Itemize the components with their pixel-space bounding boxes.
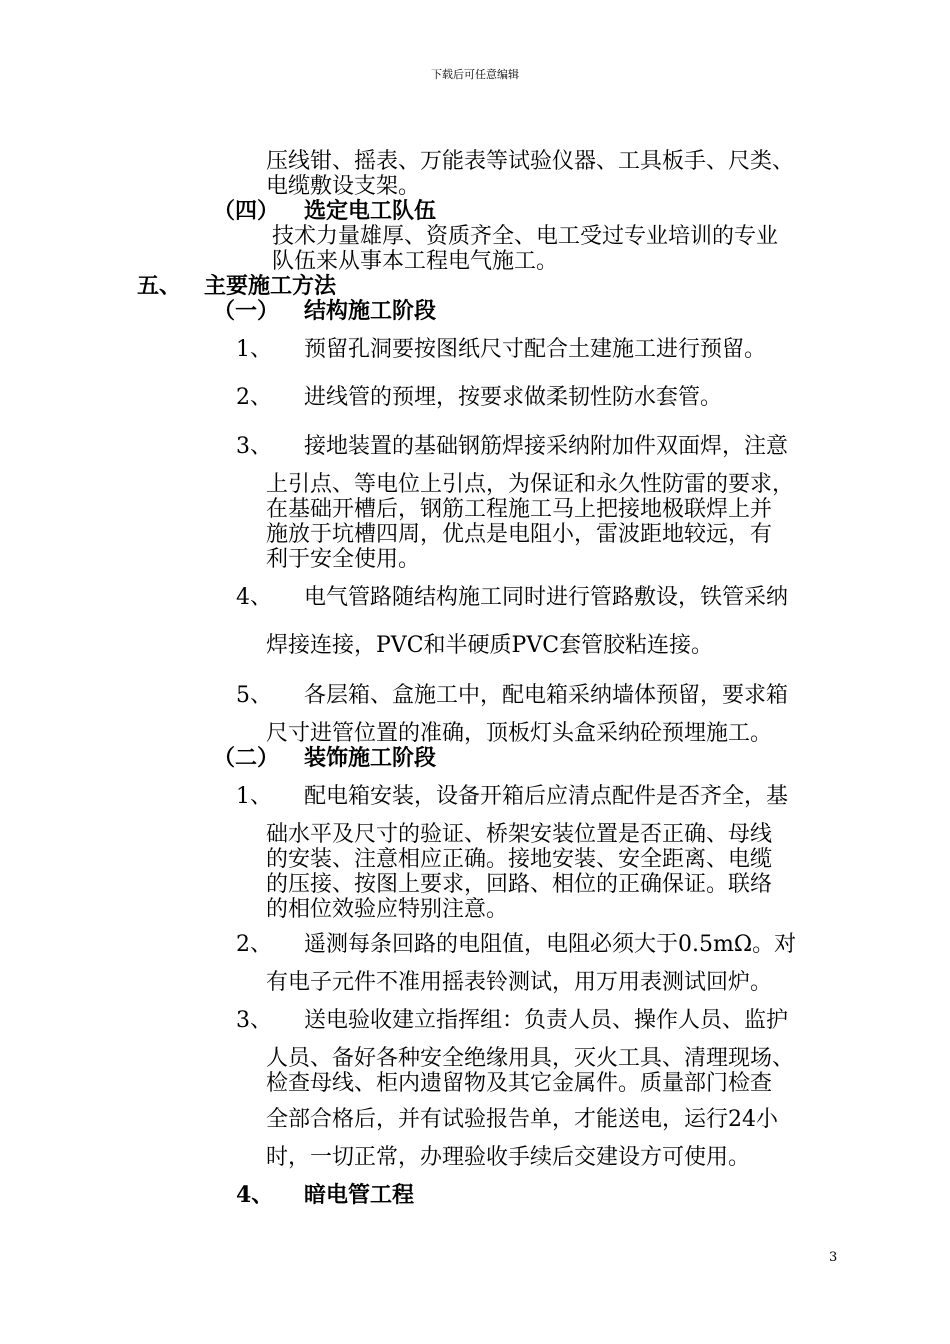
item-line: 各层箱、盒施工中，配电箱采纳墙体预留，要求箱 (304, 683, 789, 708)
body-line: 队伍来从事本工程电气施工。 (272, 249, 559, 274)
item-line: 电气管路随结构施工同时进行管路敷设，铁管采纳 (304, 585, 789, 610)
item-line: 遥测每条回路的电阻值，电阻必须大于0.5mΩ。对 (304, 932, 797, 957)
section-number: （四） (213, 198, 280, 224)
item-line: 全部合格后，并有试验报告单，才能送电，运行24小 (266, 1107, 778, 1132)
item-line: 接地装置的基础钢筋焊接采纳附加件双面焊，注意 (304, 434, 789, 459)
item-number: 2、 (236, 932, 272, 957)
item-line: 利于安全使用。 (266, 547, 421, 572)
item-line: 检查母线、柜内遗留物及其它金属件。质量部门检查 (266, 1071, 773, 1096)
item-line: 施放于坑槽四周，优点是电阻小，雷波距地较远，有 (266, 522, 773, 547)
item-line: 的安装、注意相应正确。接地安装、安全距离、电缆 (266, 847, 773, 872)
item-line: 的相位效验应特别注意。 (266, 897, 509, 922)
body-line: 压线钳、摇表、万能表等试验仪器、工具板手、尺类、 (266, 149, 795, 174)
item-line: 焊接连接，PVC和半硬质PVC套管胶粘连接。 (266, 633, 714, 658)
item-line: 送电验收建立指挥组：负责人员、操作人员、监护 (304, 1008, 789, 1033)
page-number: 3 (829, 1250, 838, 1265)
item-line: 预留孔洞要按图纸尺寸配合土建施工进行预留。 (304, 337, 767, 362)
section-number: （二） (213, 745, 280, 771)
item-line: 上引点、等电位上引点，为保证和永久性防雷的要求， (266, 472, 795, 497)
item-line: 人员、备好各种安全绝缘用具，灭火工具、清理现场、 (266, 1046, 795, 1071)
item-line: 尺寸进管位置的准确，顶板灯头盒采纳砼预埋施工。 (266, 721, 773, 746)
item-number: 1、 (236, 337, 272, 362)
item-line: 时，一切正常，办理验收手续后交建设方可使用。 (266, 1145, 751, 1170)
section-heading: 选定电工队伍 (304, 198, 437, 224)
chapter-number: 五、 (137, 273, 182, 299)
item-number: 4、 (236, 585, 272, 610)
body-line: 电缆敷设支架。 (266, 174, 421, 199)
body-line: 技术力量雄厚、资质齐全、电工受过专业培训的专业 (272, 224, 779, 249)
item-line: 础水平及尺寸的验证、桥架安装位置是否正确、母线 (266, 822, 773, 847)
item-line: 的压接、按图上要求，回路、相位的正确保证。联络 (266, 872, 773, 897)
item-number: 4、 (236, 1182, 274, 1208)
section-heading: 结构施工阶段 (304, 298, 437, 324)
item-number: 1、 (236, 784, 272, 809)
section-number: （一） (213, 298, 280, 324)
item-number: 3、 (236, 434, 272, 459)
section-heading: 暗电管工程 (304, 1182, 415, 1208)
item-line: 有电子元件不准用摇表铃测试，用万用表测试回炉。 (266, 970, 773, 995)
item-number: 3、 (236, 1008, 272, 1033)
item-line: 配电箱安装，设备开箱后应清点配件是否齐全，基 (304, 784, 789, 809)
item-number: 2、 (236, 385, 272, 410)
chapter-heading: 主要施工方法 (204, 273, 337, 299)
item-number: 5、 (236, 683, 272, 708)
section-heading: 装饰施工阶段 (304, 745, 437, 771)
item-line: 在基础开槽后，钢筋工程施工马上把接地极联焊上并 (266, 497, 773, 522)
page-header: 下载后可任意编辑 (431, 68, 519, 81)
item-line: 进线管的预埋，按要求做柔韧性防水套管。 (304, 385, 723, 410)
